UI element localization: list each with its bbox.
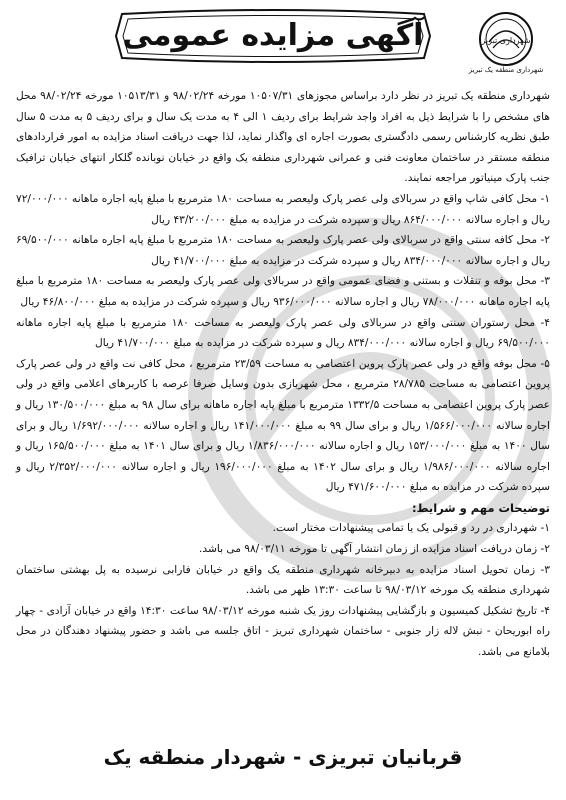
municipality-emblem-icon	[477, 10, 535, 68]
note-item: ۲- زمان دریافت اسناد مزایده از زمان انتشار آگهی تا مورخه ۹۸/۰۳/۱۱ می باشد.	[199, 543, 550, 556]
logo-text: شهرداری تبریز	[481, 36, 531, 45]
notes-heading: توضیحات مهم و شرایط:	[411, 500, 550, 515]
notice-body	[16, 86, 550, 663]
logo-caption: شهرداری منطقه یک تبریز	[468, 66, 544, 74]
list-item: ۱- محل کافی شاپ واقع در سربالای ولی عصر پارک ولیعصر به مساحت ۱۸۰ مترمربع با مبلغ پایه اجاره ماهانه ۷۲/۰۰۰/۰۰۰ ریال و اجاره سالانه ۸۶۴/۰۰۰/۰۰۰ ریال و سپرده شرکت در مزایده به مبلغ ۴۳/۲۰۰/۰۰۰ ریال	[16, 192, 550, 226]
title-banner	[108, 8, 438, 66]
note-item: ۱- شهرداری در رد و قبولی یک یا تمامی پیشنهادات مختار است.	[272, 522, 550, 535]
list-item: ۳- محل بوفه و تنقلات و بستنی و فضای عمومی واقع در سربالای ولی عصر پارک ولیعصر به مساحت ۱۸۰ مترمربع با مبلغ پایه اجاره ماهانه ۷۸/۰۰۰/۰۰۰ ریال و اجاره سالانه ۹۳۶/۰۰۰/۰۰۰ ریال و سپرده شرکت در مزایده به مبلغ ۴۶/۸۰۰/۰۰۰ ریال	[16, 275, 550, 308]
list-item: ۵- محل بوفه واقع در ولی عصر پارک پروین اعتصامی به مساحت ۲۳/۵۹ مترمربع ، محل کافی نت واقع در ولی عصر پارک پروین اعتصامی به مساحت ۲۸/۷۸۵ مترمربع ، محل شهربازی بدون وسایل صرفا عرصه با کاربرهای اعلامی واقع در ولی عصر پارک پروین اعتصامی به مساحت ۱۳۳۲/۵ مترمربع با مبلغ پایه اجاره ماهانه برای سال ۹۸ به مبلغ ۱۳۰/۵۰۰/۰۰۰ ریال و اجاره سالانه ۱/۵۶۶/۰۰۰/۰۰۰ ریال و برای سال ۹۹ به مبلغ ۱۴۱/۰۰۰/۰۰۰ ریال و اجاره سالانه ۱/۶۹۲/۰۰۰/۰۰۰ ریال و برای سال ۱۴۰۰ به مبلغ ۱۵۳/۰۰۰/۰۰۰ ریال و اجاره سالانه ۱/۸۳۶/۰۰۰/۰۰۰ ریال و برای سال ۱۴۰۱ به مبلغ ۱۶۵/۵۰۰/۰۰۰ ریال و اجاره سالانه ۱/۹۸۶/۰۰۰/۰۰۰ ریال و برای سال ۱۴۰۲ به مبلغ ۱۹۶/۰۰۰/۰۰۰ ریال و اجاره سالانه ۲/۳۵۲/۰۰۰/۰۰۰ ریال و سپرده شرکت در مزایده به مبلغ ۴۷۱/۶۰۰/۰۰۰ ریال	[16, 357, 551, 494]
note-item: ۴- تاریخ تشکیل کمیسیون و بازگشایی پیشنهادات روز یک شنبه مورخه ۹۸/۰۳/۱۲ ساعت ۱۴:۳۰ واقع در خیابان آزادی - چهار راه ابوریحان - نبش لاله زار جنوبی - ساختمان شهرداری تبریز - اتاق جلسه می باشد و حضور پیشنهاد دهندگان در محل بلامانع می باشد.	[16, 604, 550, 659]
list-item: ۲- محل کافه سنتی واقع در سربالای ولی عصر پارک ولیعصر به مساحت ۱۸۰ مترمربع با مبلغ پایه اجاره ماهانه ۶۹/۵۰۰/۰۰۰ ریال و اجاره سالانه ۸۳۴/۰۰۰/۰۰۰ ریال و سپرده شرکت در مزایده به مبلغ ۴۱/۷۰۰/۰۰۰ ریال	[16, 234, 550, 267]
page-title: آگهی مزایده عمومی	[122, 18, 424, 53]
signature: قربانیان تبریزی - شهردار منطقه یک	[103, 745, 463, 769]
municipality-logo	[468, 10, 544, 88]
intro-paragraph: شهرداری منطقه یک تبریز در نظر دارد براساس مجوزهای ۱۰۵۰۷/۳۱ مورخه ۹۸/۰۲/۲۴ و ۱۰۵۱۳/۳۱ مورخه ۹۸/۰۲/۲۴ محل های مشخص را با شرایط ذیل به افراد واجد شرایط برای ردیف ۱ الی ۴ به مدت یک سال و برای ردیف ۵ به مدت ۵ سال طبق نظریه کارشناس رسمی دادگستری بصورت اجاره ای واگذار نماید، لذا جهت دریافت اسناد مزایده به امور قراردادهای منطقه مستقر در ساختمان معاونت فنی و عمرانی شهرداری منطقه یک واقع در خیابان نوبانده گلکار انتهای خیابان ترافیک جنب پارک مینیاتور مراجعه نمایند.	[16, 90, 550, 185]
list-item: ۴- محل رستوران سنتی واقع در سربالای ولی عصر پارک ولیعصر به مساحت ۱۸۰ مترمربع با مبلغ پایه اجاره ماهانه ۶۹/۵۰۰/۰۰۰ ریال و اجاره سالانه ۸۳۴/۰۰۰/۰۰۰ ریال و سپرده شرکت در مزایده به مبلغ ۴۱/۷۰۰/۰۰۰ ریال	[16, 316, 550, 350]
note-item: ۳- زمان تحویل اسناد مزایده به دبیرخانه شهرداری منطقه یک واقع در خیابان فارابی نرسیده به پل بهشتی ساختمان شهرداری منطقه یک مورخه ۹۸/۰۳/۱۲ تا ساعت ۱۳:۳۰ ظهر می باشد.	[16, 563, 550, 597]
header	[18, 6, 548, 84]
